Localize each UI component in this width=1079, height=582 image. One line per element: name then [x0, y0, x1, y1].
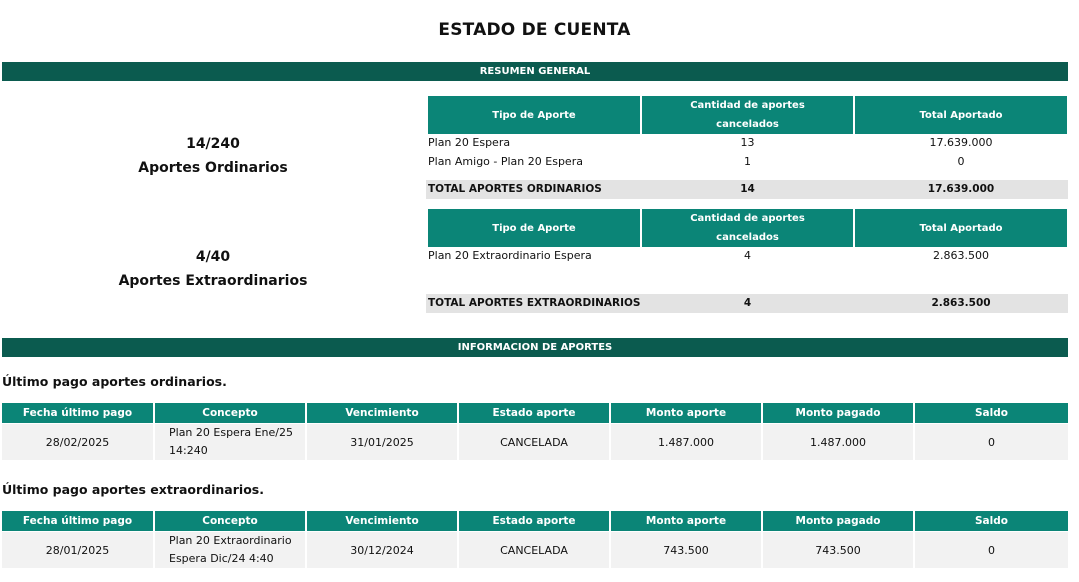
- resumen-general-bar: RESUMEN GENERAL: [2, 62, 1068, 81]
- extraordinarios-heading: Último pago aportes extraordinarios.: [2, 482, 264, 497]
- header-total-aportado: Total Aportado: [855, 96, 1067, 134]
- col-fecha: Fecha último pago: [2, 403, 153, 423]
- col-concepto-extra: Concepto: [155, 511, 305, 531]
- extraordinarios-count: 4/40: [195, 249, 231, 265]
- ext-concepto-line1: Plan 20 Extraordinario: [169, 534, 292, 547]
- ordinary-row-2-tipo: Plan Amigo - Plan 20 Espera: [428, 155, 583, 168]
- ordinary-row-1-total: 17.639.000: [929, 136, 993, 149]
- ordinary-total-cantidad: 14: [740, 183, 755, 195]
- ext-monto-aporte: 743.500: [611, 532, 761, 568]
- ord-monto-aporte: 1.487.000: [611, 424, 761, 460]
- col-estado: Estado aporte: [459, 403, 609, 423]
- ordinary-total-total: 17.639.000: [927, 183, 995, 195]
- extra-row-1-tipo: Plan 20 Extraordinario Espera: [428, 249, 592, 262]
- col-monto-pagado: Monto pagado: [763, 403, 913, 423]
- ext-concepto-line2: Espera Dic/24 4:40: [169, 552, 274, 565]
- extraordinarios-label: Aportes Extraordinarios: [118, 273, 308, 289]
- extra-row-1-total: 2.863.500: [933, 249, 989, 262]
- ord-vencimiento: 31/01/2025: [307, 424, 457, 460]
- col-saldo: Saldo: [915, 403, 1068, 423]
- ext-vencimiento: 30/12/2024: [307, 532, 457, 568]
- ordinarios-label: Aportes Ordinarios: [138, 160, 288, 176]
- header-tipo-aporte: Tipo de Aporte: [428, 96, 640, 134]
- ord-concepto: [155, 424, 305, 460]
- col-vencimiento: Vencimiento: [307, 403, 457, 423]
- extra-total-cantidad: 4: [743, 297, 752, 309]
- ordinary-row-2-total: 0: [957, 155, 965, 168]
- col-monto-aporte-extra: Monto aporte: [611, 511, 761, 531]
- ord-concepto-line1: Plan 20 Espera Ene/25: [169, 426, 293, 439]
- col-vencimiento-extra: Vencimiento: [307, 511, 457, 531]
- header-cantidad-extra: Cantidad de aportes cancelados: [642, 209, 853, 247]
- ext-fecha: 28/01/2025: [2, 532, 153, 568]
- ext-concepto: [155, 532, 305, 568]
- col-monto-pagado-extra: Monto pagado: [763, 511, 913, 531]
- header-cantidad: Cantidad de aportes cancelados: [642, 96, 853, 134]
- page-title: ESTADO DE CUENTA: [438, 20, 631, 40]
- col-saldo-extra: Saldo: [915, 511, 1068, 531]
- col-monto-aporte: Monto aporte: [611, 403, 761, 423]
- ext-monto-pagado: 743.500: [763, 532, 913, 568]
- ord-estado: CANCELADA: [459, 424, 609, 460]
- ordinarios-count: 14/240: [186, 136, 240, 152]
- ordinarios-heading: Último pago aportes ordinarios.: [2, 374, 227, 389]
- ord-concepto-line2: 14:240: [169, 444, 208, 457]
- extra-row-1-cantidad: 4: [744, 249, 751, 262]
- extra-total-label: TOTAL APORTES EXTRAORDINARIOS: [428, 297, 641, 309]
- ord-fecha: 28/02/2025: [2, 424, 153, 460]
- col-concepto: Concepto: [155, 403, 305, 423]
- header-total-aportado-extra: Total Aportado: [855, 209, 1067, 247]
- ext-estado: CANCELADA: [459, 532, 609, 568]
- ordinary-row-2-cantidad: 1: [744, 155, 751, 168]
- ext-saldo: 0: [915, 532, 1068, 568]
- ordinary-row-1-cantidad: 13: [740, 136, 755, 149]
- ord-monto-pagado: 1.487.000: [763, 424, 913, 460]
- extra-total-total: 2.863.500: [931, 297, 991, 309]
- ord-saldo: 0: [915, 424, 1068, 460]
- col-fecha-extra: Fecha último pago: [2, 511, 153, 531]
- ordinary-total-label: TOTAL APORTES ORDINARIOS: [428, 183, 602, 195]
- header-tipo-aporte-extra: Tipo de Aporte: [428, 209, 640, 247]
- col-estado-extra: Estado aporte: [459, 511, 609, 531]
- informacion-aportes-bar: INFORMACION DE APORTES: [2, 338, 1068, 357]
- ordinary-row-1-tipo: Plan 20 Espera: [428, 136, 511, 149]
